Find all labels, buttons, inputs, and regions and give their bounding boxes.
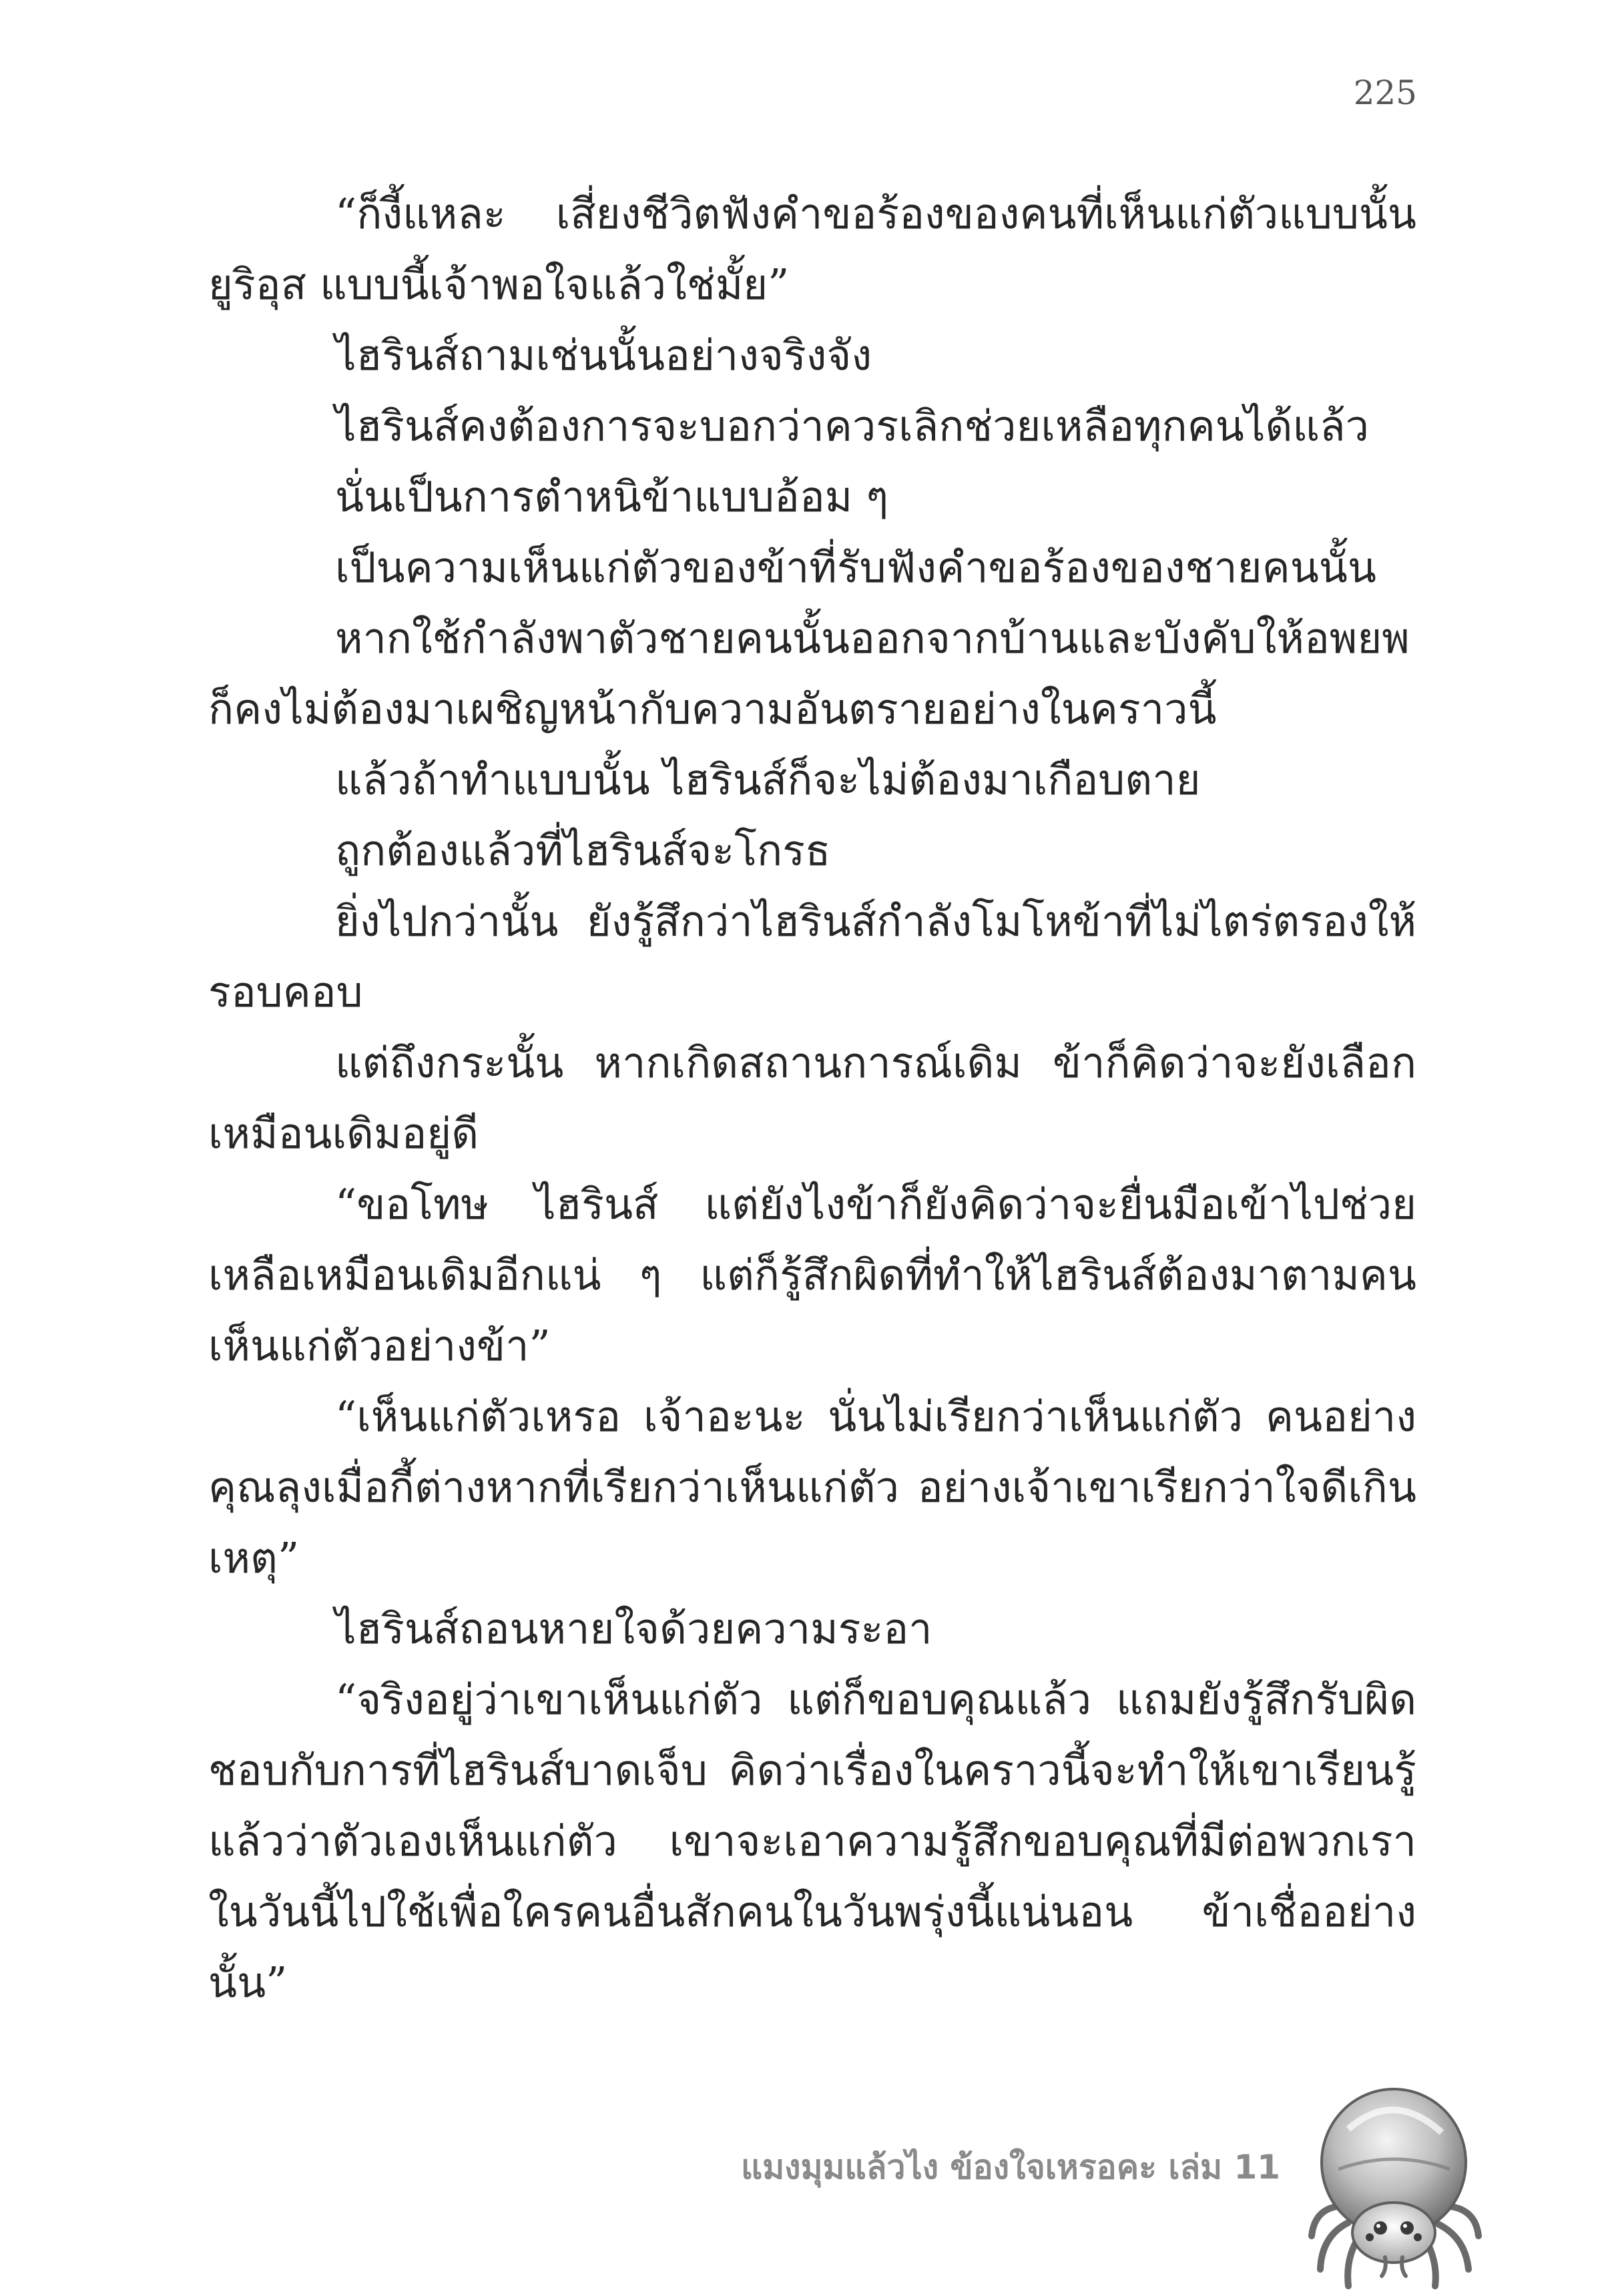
paragraph: ไฮรินส์ถอนหายใจด้วยความระอา: [335, 1605, 932, 1653]
paragraph: เป็นความเห็นแก่ตัวของข้าที่รับฟังคำขอร้องของชายคนนั้น: [335, 543, 1376, 592]
paragraph: หากใช้กำลังพาตัวชายคนนั้นออกจากบ้านและบังคับให้อพยพก็คงไม่ต้องมาเผชิญหน้ากับความอันตรายอย่างในคราวนี้: [208, 614, 1410, 734]
paragraph: “ขอโทษ ไฮรินส์ แต่ยังไงข้าก็ยังคิดว่าจะยื่นมือเข้าไปช่วยเหลือเหมือนเดิมอีกแน่ ๆ แต่ก็รู้สึกผิดที่ทำให้ไฮรินส์ต้องมาตามคนเห็นแก่ตัวอย่างข้า”: [208, 1180, 1416, 1370]
paragraph: “เห็นแก่ตัวเหรอ เจ้าอะนะ นั่นไม่เรียกว่าเห็นแก่ตัว คนอย่างคุณลุงเมื่อกี้ต่างหากที่เรียกว่าเห็นแก่ตัว อย่างเจ้าเขาเรียกว่าใจดีเกินเหตุ”: [208, 1392, 1416, 1583]
body-text: [208, 179, 1416, 2018]
paragraph: แต่ถึงกระนั้น หากเกิดสถานการณ์เดิม ข้าก็คิดว่าจะยังเลือกเหมือนเดิมอยู่ดี: [208, 1039, 1416, 1158]
paragraph: ถูกต้องแล้วที่ไฮรินส์จะโกรธ: [335, 826, 831, 875]
paragraph: ไฮรินส์คงต้องการจะบอกว่าควรเลิกช่วยเหลือทุกคนได้แล้ว: [335, 402, 1370, 451]
paragraph: ไฮรินส์ถามเช่นนั้นอย่างจริงจัง: [335, 331, 872, 380]
paragraph: แล้วถ้าทำแบบนั้น ไฮรินส์ก็จะไม่ต้องมาเกือบตาย: [335, 756, 1201, 804]
spider-mascot-icon: [1308, 2069, 1482, 2289]
paragraph: นั่นเป็นการตำหนิข้าแบบอ้อม ๆ: [335, 473, 889, 521]
paragraph: “จริงอยู่ว่าเขาเห็นแก่ตัว แต่ก็ขอบคุณแล้ว แถมยังรู้สึกรับผิดชอบกับการที่ไฮรินส์บาดเจ็บ คิดว่าเรื่องในคราวนี้จะทำให้เขาเรียนรู้แล้วว่าตัวเองเห็นแก่ตัว เขาจะเอาความรู้สึกขอบคุณที่มีต่อพวกเราในวันนี้ไปใช้เพื่อใครคนอื่นสักคนในวันพรุ่งนี้แน่นอน ข้าเชื่ออย่างนั้น”: [208, 1675, 1416, 2007]
paragraph: “ก็งี้แหละ เสี่ยงชีวิตฟังคำขอร้องของคนที่เห็นแก่ตัวแบบนั้น ยูริอุส แบบนี้เจ้าพอใจแล้วใช่มั้ย”: [208, 190, 1416, 309]
page-number: 225: [1353, 73, 1417, 112]
paragraph: ยิ่งไปกว่านั้น ยังรู้สึกว่าไฮรินส์กำลังโมโหข้าที่ไม่ไตร่ตรองให้รอบคอบ: [208, 897, 1416, 1017]
footer-book-title: แมงมุมแล้วไง ข้องใจเหรอคะ เล่ม 11: [741, 2148, 1281, 2187]
